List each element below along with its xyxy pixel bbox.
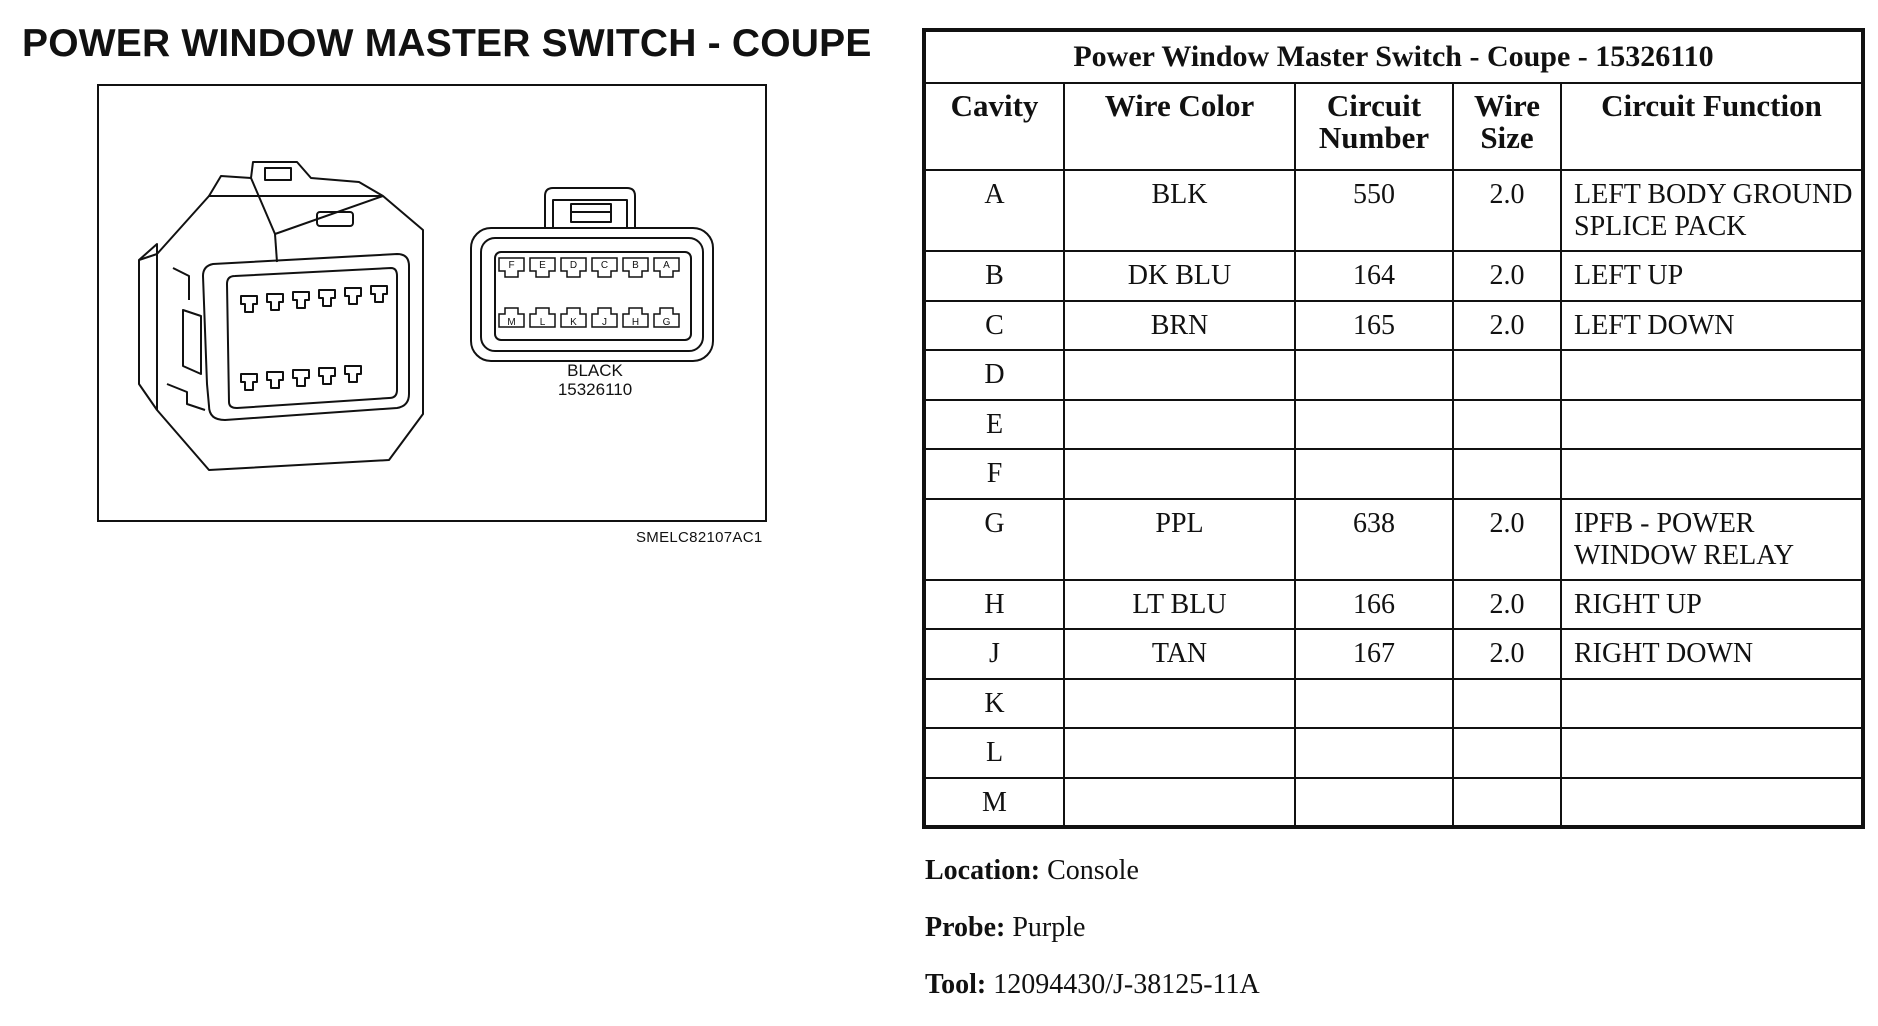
circuit-function-cell <box>1561 449 1863 499</box>
circuit-function-cell <box>1561 679 1863 729</box>
cavity-cell: J <box>924 629 1064 679</box>
wire-color-cell <box>1064 778 1295 828</box>
circuit-number-cell <box>1295 449 1453 499</box>
circuit-function-cell: LEFT BODY GROUND SPLICE PACK <box>1561 170 1863 251</box>
location-value: Console <box>1047 855 1139 886</box>
column-header-wire-color: Wire Color <box>1064 83 1295 170</box>
circuit-number-cell <box>1295 728 1453 778</box>
wire-color-cell: TAN <box>1064 629 1295 679</box>
wire-size-cell <box>1453 679 1561 729</box>
circuit-number-cell: 167 <box>1295 629 1453 679</box>
cavity-letter-f: F <box>508 260 515 271</box>
wire-size-cell <box>1453 400 1561 450</box>
cavity-letter-b: B <box>632 260 639 271</box>
table-row <box>924 301 1863 351</box>
cavity-cell: H <box>924 580 1064 630</box>
cavity-cell: F <box>924 449 1064 499</box>
circuit-number-cell: 638 <box>1295 499 1453 580</box>
table-row <box>924 580 1863 630</box>
cavity-cell: D <box>924 350 1064 400</box>
page-title: POWER WINDOW MASTER SWITCH - COUPE <box>22 22 872 65</box>
table-row <box>924 400 1863 450</box>
connector-part-number: 15326110 <box>557 380 633 399</box>
table-row <box>924 350 1863 400</box>
cavity-cell: E <box>924 400 1064 450</box>
cavity-cell: M <box>924 778 1064 828</box>
cavity-letter-m: M <box>507 317 516 328</box>
cavity-letter-h: H <box>631 317 640 328</box>
wire-color-cell <box>1064 400 1295 450</box>
wire-size-cell: 2.0 <box>1453 251 1561 301</box>
wire-size-cell <box>1453 778 1561 828</box>
cavity-letter-j: J <box>602 317 607 328</box>
connector-notes <box>925 855 1260 1026</box>
wire-size-cell: 2.0 <box>1453 499 1561 580</box>
circuit-function-cell <box>1561 728 1863 778</box>
table-row <box>924 679 1863 729</box>
cavity-letter-l: L <box>539 317 546 328</box>
circuit-number-cell: 166 <box>1295 580 1453 630</box>
figure-code: SMELC82107AC1 <box>636 529 763 546</box>
pinout-table <box>922 28 1865 829</box>
circuit-number-cell: 550 <box>1295 170 1453 251</box>
wire-color-cell <box>1064 350 1295 400</box>
wire-color-cell: DK BLU <box>1064 251 1295 301</box>
tool-label: Tool: <box>925 969 987 1000</box>
table-row <box>924 449 1863 499</box>
connector-color-label: BLACK <box>567 361 623 380</box>
tool-note <box>925 969 1260 1026</box>
cavity-letter-e: E <box>539 260 546 271</box>
cavity-cell: G <box>924 499 1064 580</box>
circuit-number-cell: 164 <box>1295 251 1453 301</box>
cavity-cell: K <box>924 679 1064 729</box>
wire-size-cell: 2.0 <box>1453 170 1561 251</box>
circuit-number-cell <box>1295 350 1453 400</box>
cavity-cell: L <box>924 728 1064 778</box>
column-header-circuit-function: Circuit Function <box>1561 83 1863 170</box>
probe-label: Probe: <box>925 912 1006 943</box>
wire-color-cell <box>1064 679 1295 729</box>
probe-note <box>925 912 1260 969</box>
column-header-cavity: Cavity <box>924 83 1064 170</box>
connector-illustration <box>97 84 767 522</box>
circuit-function-cell <box>1561 400 1863 450</box>
circuit-function-cell: IPFB - POWER WINDOW RELAY <box>1561 499 1863 580</box>
wire-color-cell: BRN <box>1064 301 1295 351</box>
column-header-wire-size: Wire Size <box>1453 83 1561 170</box>
circuit-function-cell <box>1561 778 1863 828</box>
wire-size-cell <box>1453 350 1561 400</box>
table-row <box>924 499 1863 580</box>
circuit-function-cell: LEFT DOWN <box>1561 301 1863 351</box>
location-label: Location: <box>925 855 1041 886</box>
tool-value: 12094430/J-38125-11A <box>993 969 1260 1000</box>
circuit-number-cell <box>1295 679 1453 729</box>
cavity-letter-k: K <box>570 317 577 328</box>
wire-color-cell <box>1064 728 1295 778</box>
wire-size-cell: 2.0 <box>1453 629 1561 679</box>
wire-color-cell <box>1064 449 1295 499</box>
cavity-letter-d: D <box>569 260 578 271</box>
wire-size-cell <box>1453 728 1561 778</box>
table-row <box>924 778 1863 828</box>
circuit-function-cell: RIGHT UP <box>1561 580 1863 630</box>
wire-size-cell <box>1453 449 1561 499</box>
wire-color-cell: PPL <box>1064 499 1295 580</box>
table-row <box>924 728 1863 778</box>
wire-size-cell: 2.0 <box>1453 580 1561 630</box>
table-row <box>924 170 1863 251</box>
table-header-row <box>924 83 1863 170</box>
wire-color-cell: LT BLU <box>1064 580 1295 630</box>
wire-color-cell: BLK <box>1064 170 1295 251</box>
cavity-cell: C <box>924 301 1064 351</box>
circuit-number-cell <box>1295 400 1453 450</box>
probe-value: Purple <box>1012 912 1086 943</box>
table-row <box>924 251 1863 301</box>
circuit-number-cell: 165 <box>1295 301 1453 351</box>
cavity-cell: B <box>924 251 1064 301</box>
column-header-circuit-number: Circuit Number <box>1295 83 1453 170</box>
illustration-frame <box>98 85 766 521</box>
table-title-row <box>924 30 1863 83</box>
cavity-letter-g: G <box>662 317 671 328</box>
wire-size-cell: 2.0 <box>1453 301 1561 351</box>
location-note <box>925 855 1260 912</box>
cavity-letter-a: A <box>663 260 670 271</box>
circuit-function-cell: RIGHT DOWN <box>1561 629 1863 679</box>
circuit-number-cell <box>1295 778 1453 828</box>
circuit-function-cell: LEFT UP <box>1561 251 1863 301</box>
cavity-letter-c: C <box>600 260 609 271</box>
table-title: Power Window Master Switch - Coupe - 15326110 <box>924 30 1863 83</box>
table-row <box>924 629 1863 679</box>
cavity-cell: A <box>924 170 1064 251</box>
circuit-function-cell <box>1561 350 1863 400</box>
